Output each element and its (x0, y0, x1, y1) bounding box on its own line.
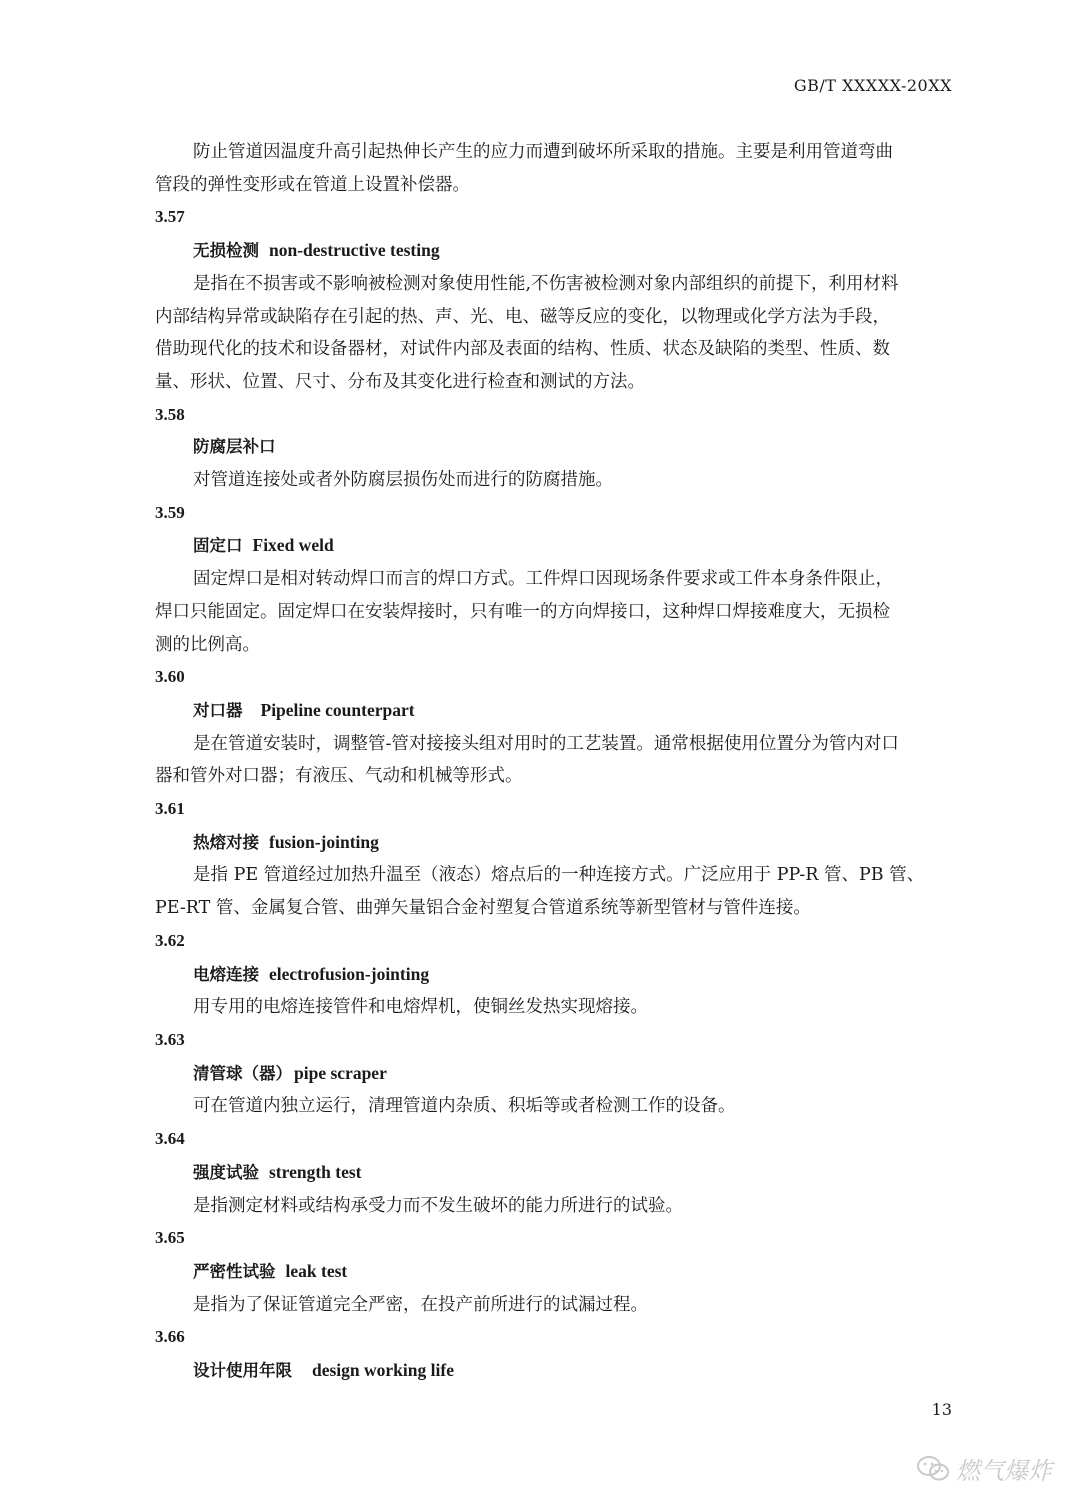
definition (155, 268, 955, 399)
term-zh: 电熔连接 (193, 964, 259, 984)
term-en: fusion-jointing (269, 831, 379, 852)
term-entry (155, 201, 955, 398)
term-entry (155, 1222, 955, 1321)
term-en: design working life (312, 1360, 454, 1381)
term-zh: 对口器 (193, 700, 243, 720)
term-entry (155, 1123, 955, 1222)
paragraph-line: 是在管道安装时，调整管-管对接接头组对用时的工艺装置。通常根据使用位置分为管内对口 (193, 733, 899, 754)
term-en: electrofusion-jointing (269, 963, 430, 984)
paragraph-line: 借助现代化的技术和设备器材，对试件内部及表面的结构、性质、状态及缺陷的类型、性质、数 (155, 339, 890, 360)
term-zh: 强度试验 (193, 1162, 259, 1182)
term-heading (155, 958, 955, 992)
term-heading (155, 1354, 955, 1388)
paragraph-line: 防止管道因温度升高引起热伸长产生的应力而遭到破坏所采取的措施。主要是利用管道弯曲 (193, 142, 893, 162)
term-zh: 固定口 (193, 536, 243, 556)
term-zh: 防腐层补口 (193, 437, 276, 457)
paragraph-line: 内部结构异常或缺陷存在引起的热、声、光、电、磁等反应的变化，以物理或化学方法为手段， (155, 306, 890, 327)
term-entry (155, 925, 955, 1024)
term-en: strength test (269, 1161, 362, 1182)
definition (155, 563, 955, 661)
paragraph-line: 管段的弹性变形或在管道上设置补偿器。 (155, 174, 470, 195)
standard-code: GB/T XXXXX-20XX (793, 76, 952, 95)
clause-number: 3.60 (155, 667, 185, 687)
paragraph-line: 测的比例高。 (155, 634, 260, 655)
watermark (916, 1451, 1052, 1486)
clause-number: 3.57 (155, 207, 185, 227)
term-entry (155, 793, 955, 925)
term-entry (155, 1024, 955, 1123)
clause-number: 3.59 (155, 502, 185, 522)
term-entry (155, 399, 955, 497)
definition (155, 859, 955, 924)
term-zh: 无损检测 (193, 241, 259, 261)
wechat-icon (916, 1455, 950, 1483)
term-entry (155, 661, 955, 793)
clause-number: 3.58 (155, 404, 185, 424)
term-heading (155, 694, 955, 728)
clause-number: 3.62 (155, 930, 185, 950)
definition (155, 1289, 955, 1322)
term-entry (155, 497, 955, 662)
term-heading (155, 529, 955, 563)
paragraph-line: 是指为了保证管道完全严密，在投产前所进行的试漏过程。 (193, 1294, 648, 1315)
term-heading (155, 1156, 955, 1190)
definition (155, 1190, 955, 1223)
paragraph-line: 固定焊口是相对转动焊口而言的焊口方式。工件焊口因现场条件要求或工件本身条件限止， (193, 569, 893, 590)
clause-number: 3.63 (155, 1029, 185, 1049)
definition (155, 728, 955, 793)
term-en: Pipeline counterpart (260, 699, 415, 720)
term-zh: 严密性试验 (193, 1261, 276, 1281)
paragraph-line: 器和管外对口器；有液压、气动和机械等形式。 (155, 766, 523, 787)
term-heading (155, 431, 955, 464)
watermark-text: 燃气爆炸 (956, 1457, 1052, 1485)
term-zh: 设计使用年限 (193, 1361, 292, 1381)
paragraph-line: 是指在不损害或不影响被检测对象使用性能,不伤害被检测对象内部组织的前提下，利用材料 (193, 273, 899, 294)
clause-number: 3.64 (155, 1129, 185, 1149)
definition (155, 1090, 955, 1123)
clause-number: 3.65 (155, 1228, 185, 1248)
page-number: 13 (931, 1400, 952, 1419)
term-en: pipe scraper (294, 1062, 387, 1083)
term-heading (155, 826, 955, 860)
term-zh: 清管球（器） (193, 1063, 292, 1083)
paragraph-line: 可在管道内独立运行，清理管道内杂质、积垢等或者检测工作的设备。 (193, 1096, 736, 1117)
paragraph-line: 是指测定材料或结构承受力而不发生破坏的能力所进行的试验。 (193, 1195, 683, 1216)
clause-number: 3.66 (155, 1327, 185, 1347)
paragraph-line: 焊口只能固定。固定焊口在安装焊接时，只有唯一的方向焊接口，这种焊口焊接难度大，无损检 (155, 601, 890, 622)
term-entry (155, 1321, 955, 1387)
term-zh: 热熔对接 (193, 832, 259, 852)
paragraph-line: PE-RT 管、金属复合管、曲弹矢量铝合金衬塑复合管道系统等新型管材与管件连接。 (155, 898, 811, 919)
paragraph-line: 对管道连接处或者外防腐层损伤处而进行的防腐措施。 (193, 470, 613, 491)
paragraph-line: 用专用的电熔连接管件和电熔焊机，使铜丝发热实现熔接。 (193, 997, 648, 1018)
term-en: Fixed weld (252, 535, 334, 556)
paragraph-line: 是指 PE 管道经过加热升温至（液态）熔点后的一种连接方式。广泛应用于 PP-R 管、PB 管、 (193, 865, 925, 886)
term-en: non-destructive testing (269, 240, 440, 261)
clause-number: 3.61 (155, 799, 185, 819)
term-heading (155, 1255, 955, 1289)
term-heading (155, 1057, 955, 1091)
intro-paragraph (155, 136, 955, 201)
definition (155, 991, 955, 1024)
definition (155, 464, 955, 497)
document-body (155, 136, 955, 1388)
paragraph-line: 量、形状、位置、尺寸、分布及其变化进行检查和测试的方法。 (155, 371, 645, 392)
term-heading (155, 234, 955, 268)
term-en: leak test (285, 1260, 348, 1281)
